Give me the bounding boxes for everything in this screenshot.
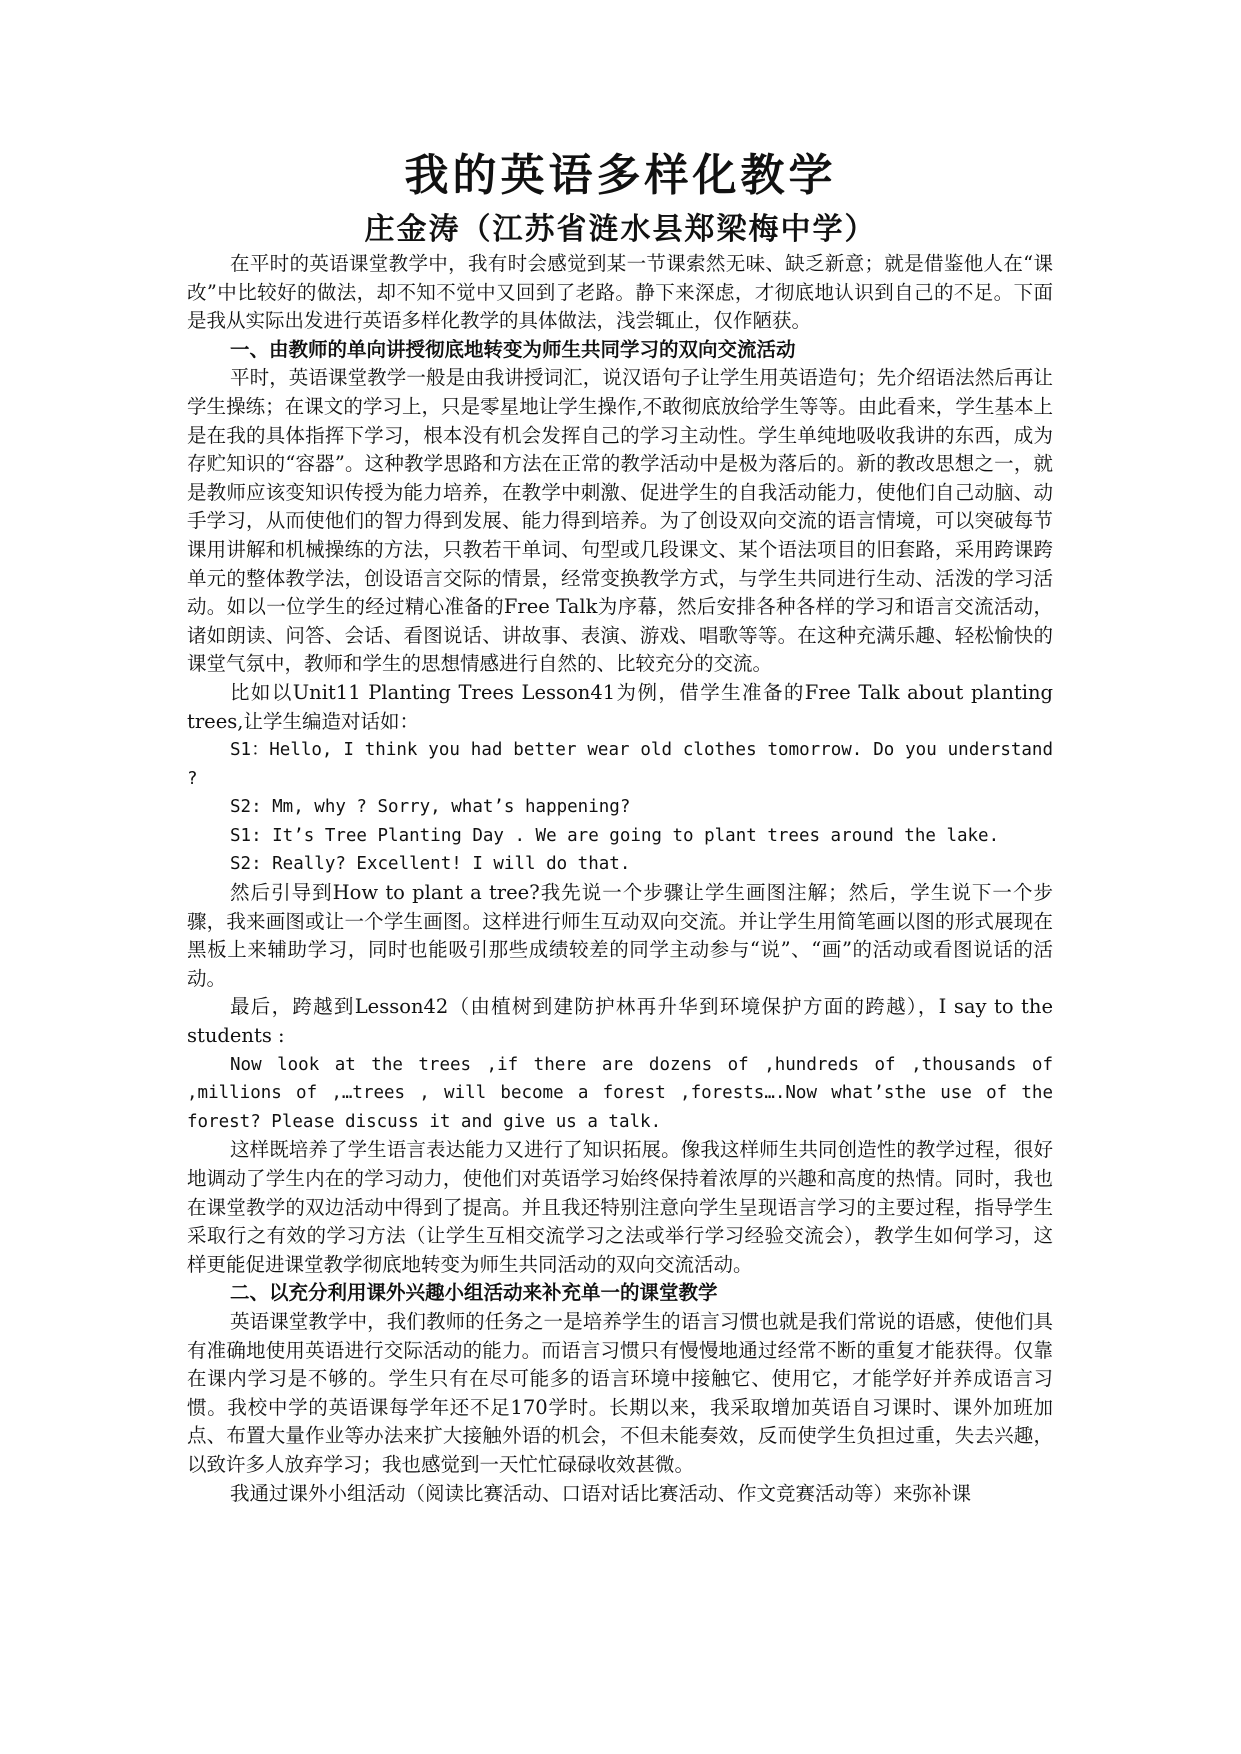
section-heading-2: 二、以充分利用课外兴趣小组活动来补充单一的课堂教学: [230, 1281, 718, 1305]
dialogue-line: S2: Mm, why ? Sorry, what’s happening?: [230, 797, 631, 818]
paragraph: 这样既培养了学生语言表达能力又进行了知识拓展。像我这样师生共同创造性的教学过程，很好地调动了学生内在的学习动力，使他们对英语学习始终保持着浓厚的兴趣和高度的热情。同时，我也在课堂教学的双边活动中得到了提高。并且我还特别注意向学生呈现语言学习的主要过程，指导学生采取行之有效的学习方法（让学生互相交流学习之法或举行学习经验交流会），教学生如何学习，这样更能促进课堂教学彻底地转变为师生共同活动的双向交流活动。: [187, 1138, 1053, 1276]
dialogue-line: S1：Hello, I think you had better wear old clothes tomorrow. Do you understand ?: [187, 740, 1053, 789]
paragraph: 比如以Unit11 Planting Trees Lesson41为例，借学生准备的Free Talk about planting trees,让学生编造对话如：: [187, 680, 1053, 733]
article-body: [187, 250, 1053, 1508]
paragraph: 平时，英语课堂教学一般是由我讲授词汇，说汉语句子让学生用英语造句；先介绍语法然后再让学生操练；在课文的学习上，只是零星地让学生操作,不敢彻底放给学生等等。由此看来，学生基本上是在我的具体指挥下学习，根本没有机会发挥自己的学习主动性。学生单纯地吸收我讲的东西，成为存贮知识的“容器”。这种教学思路和方法在正常的教学活动中是极为落后的。新的教改思想之一，就是教师应该变知识传授为能力培养，在教学中刺激、促进学生的自我活动能力，使他们自己动脑、动手学习，从而使他们的智力得到发展、能力得到培养。为了创设双向交流的语言情境，可以突破每节课用讲解和机械操练的方法，只教若干单词、句型或几段课文、某个语法项目的旧套路，采用跨课跨单元的整体教学法，创设语言交际的情景，经常变换教学方式，与学生共同进行生动、活泼的学习活动。如以一位学生的经过精心准备的Free Talk为序幕，然后安排各种各样的学习和语言交流活动，诸如朗读、问答、会话、看图说话、讲故事、表演、游戏、唱歌等等。在这种充满乐趣、轻松愉快的课堂气氛中，教师和学生的思想情感进行自然的、比较充分的交流。: [187, 366, 1053, 676]
dialogue-line: S2: Really? Excellent! I will do that.: [230, 854, 631, 875]
page-title: 我的英语多样化教学: [404, 150, 837, 201]
paragraph: 英语课堂教学中，我们教师的任务之一是培养学生的语言习惯也就是我们常说的语感，使他们具有准确地使用英语进行交际活动的能力。而语言习惯只有慢慢地通过经常不断的重复才能获得。仅靠在课内学习是不够的。学生只有在尽可能多的语言环境中接触它、使用它，才能学好并养成语言习惯。我校中学的英语课每学年还不足170学时。长期以来，我采取增加英语自习课时、课外加班加点、布置大量作业等办法来扩大接触外语的机会，不但未能奏效，反而使学生负担过重，失去兴趣，以致许多人放弃学习；我也感觉到一天忙忙碌碌收效甚微。: [187, 1309, 1053, 1476]
quote-paragraph: Now look at the trees ,if there are dozens of ,hundreds of ,thousands of ,millions of ,…trees , will become a forest ,forests….Now what’sthe use of the forest? Please discuss it and give us a talk.: [187, 1054, 1053, 1132]
paragraph: 然后引导到How to plant a tree?我先说一个步骤让学生画图注解；然后，学生说下一个步骤，我来画图或让一个学生画图。这样进行师生互动双向交流。并让学生用简笔画以图的形式展现在黑板上来辅助学习，同时也能吸引那些成绩较差的同学主动参与“说”、“画”的活动或看图说话的活动。: [187, 881, 1053, 990]
author-line: 庄金涛（江苏省涟水县郑梁梅中学）: [364, 212, 877, 247]
section-heading-1: 一、由教师的单向讲授彻底地转变为师生共同学习的双向交流活动: [230, 337, 796, 361]
paragraph-intro: 在平时的英语课堂教学中，我有时会感觉到某一节课索然无味、缺乏新意；就是借鉴他人在“课改”中比较好的做法，却不知不觉中又回到了老路。静下来深虑，才彻底地认识到自己的不足。下面是我从实际出发进行英语多样化教学的具体做法，浅尝辄止，仅作陋获。: [187, 252, 1053, 333]
paragraph: 我通过课外小组活动（阅读比赛活动、口语对话比赛活动、作文竞赛活动等）来弥补课: [230, 1481, 972, 1505]
dialogue-line: S1: It’s Tree Planting Day . We are going to plant trees around the lake.: [230, 825, 1000, 846]
paragraph: 最后，跨越到Lesson42（由植树到建防护林再升华到环境保护方面的跨越），I say to the students :: [187, 995, 1053, 1048]
